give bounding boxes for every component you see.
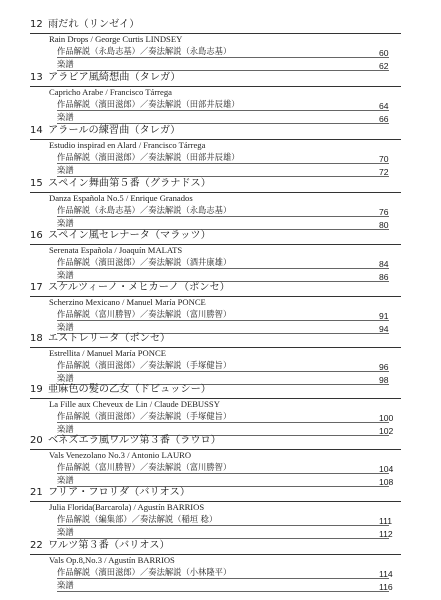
entry-subtitle: La Fille aux Cheveux de Lin / Claude DEBUSSY (49, 399, 220, 409)
credit-page-number: 70 (379, 154, 389, 164)
entry-heading (30, 228, 401, 245)
entry-number: 22 (30, 540, 43, 551)
entry-number: 18 (30, 333, 43, 344)
credit-page-number: 114 (379, 569, 393, 579)
entry-number: 20 (30, 435, 43, 446)
entry-subtitle: Vals Op.8,No.3 / Agustín BARRIOS (49, 555, 175, 565)
entry-subtitle: Estudio inspirad en Alard / Francisco Tárrega (49, 140, 206, 150)
credit-page-number: 60 (379, 48, 389, 58)
entry-heading (30, 17, 401, 34)
credit-page-number: 100 (379, 413, 394, 423)
credit-page-number: 104 (379, 464, 394, 474)
entry-title: ベネズエラ風ワルツ第３番（ラウロ） (48, 435, 221, 446)
score-page-number: 108 (379, 477, 394, 487)
toc-entry (0, 17, 441, 71)
entry-heading (30, 485, 401, 502)
credit-line: 作品解説（濱田滋郎）／奏法解説（手塚健旨） (57, 359, 389, 372)
score-line: 楽譜 (57, 474, 389, 487)
entry-subtitle: Vals Venezolano No.3 / Antonio LAURO (49, 450, 192, 460)
credit-page-number: 84 (379, 259, 389, 269)
entry-title: ワルツ第３番（バリオス） (48, 540, 170, 551)
entry-number: 15 (30, 178, 43, 189)
entry-number: 17 (30, 282, 43, 293)
score-line: 楽譜 (57, 217, 389, 230)
score-line: 楽譜 (57, 423, 389, 436)
entry-title: アラビア風綺想曲（タレガ） (48, 72, 181, 83)
entry-heading (30, 433, 401, 450)
toc-entry (0, 382, 441, 436)
score-page-number: 66 (379, 114, 389, 124)
toc-entry (0, 280, 441, 334)
score-page-number: 112 (379, 529, 393, 539)
score-line: 楽譜 (57, 58, 389, 71)
score-page-number: 80 (379, 220, 389, 230)
score-line: 楽譜 (57, 526, 389, 539)
entry-title: 亜麻色の髪の乙女（ドビュッシー） (48, 384, 211, 395)
toc-entry (0, 485, 441, 539)
score-page-number: 102 (379, 426, 394, 436)
entry-title: スペイン舞曲第５番（グラナドス） (48, 178, 211, 189)
credit-line: 作品解説（富川勝智）／奏法解説（富川勝智） (57, 308, 389, 321)
credit-line: 作品解説（濱田滋郎）／奏法解説（小林隆平） (57, 566, 389, 579)
credit-line: 作品解説（濱田滋郎）／奏法解説（田部井辰雄） (57, 151, 389, 164)
entry-title: 雨だれ（リンゼイ） (48, 19, 140, 30)
credit-page-number: 91 (379, 311, 389, 321)
entry-number: 21 (30, 487, 43, 498)
toc-entry (0, 176, 441, 230)
toc-entry (0, 123, 441, 177)
credit-line: 作品解説（濱田滋郎）／奏法解説（手塚健旨） (57, 410, 389, 423)
score-line: 楽譜 (57, 579, 389, 592)
toc-entry (0, 331, 441, 385)
toc-entry (0, 70, 441, 124)
toc-entry (0, 228, 441, 282)
entry-heading (30, 538, 401, 555)
score-page-number: 86 (379, 272, 389, 282)
entry-number: 13 (30, 72, 43, 83)
credit-page-number: 111 (379, 516, 393, 526)
entry-title: スケルツィーノ・メヒカーノ（ポンセ） (48, 282, 230, 293)
score-page-number: 94 (379, 324, 389, 334)
entry-subtitle: Julia Florida(Barcarola) / Agustín BARRIOS (49, 502, 205, 512)
credit-line: 作品解説（永島志基）／奏法解説（永島志基） (57, 45, 389, 58)
credit-line: 作品解説（富川勝智）／奏法解説（富川勝智） (57, 461, 389, 474)
entry-subtitle: Danza Española No.5 / Enrique Granados (49, 193, 193, 203)
score-page-number: 62 (379, 61, 389, 71)
score-page-number: 72 (379, 167, 389, 177)
entry-heading (30, 176, 401, 193)
entry-number: 12 (30, 19, 43, 30)
entry-number: 19 (30, 384, 43, 395)
entry-heading (30, 280, 401, 297)
credit-line: 作品解説（永島志基）／奏法解説（永島志基） (57, 204, 389, 217)
entry-title: エストレリータ（ポンセ） (48, 333, 171, 344)
entry-title: フリア・フロリダ（バリオス） (48, 487, 191, 498)
score-line: 楽譜 (57, 321, 389, 334)
score-line: 楽譜 (57, 111, 389, 124)
entry-subtitle: Capricho Arabe / Francisco Tárrega (49, 87, 172, 97)
toc-entry (0, 433, 441, 487)
score-page-number: 116 (379, 582, 393, 592)
credit-page-number: 64 (379, 101, 389, 111)
credit-line: 作品解説（濱田滋郎）／奏法解説（田部井辰雄） (57, 98, 389, 111)
entry-heading (30, 123, 401, 140)
entry-heading (30, 70, 401, 87)
entry-heading (30, 382, 401, 399)
entry-title: アラールの練習曲（タレガ） (48, 125, 181, 136)
credit-line: 作品解説（編集部）／奏法解説（稲垣 稔） (57, 513, 389, 526)
credit-page-number: 76 (379, 207, 389, 217)
entry-subtitle: Scherzino Mexicano / Manuel María PONCE (49, 297, 206, 307)
score-line: 楽譜 (57, 372, 389, 385)
entry-subtitle: Serenata Española / Joaquín MALATS (49, 245, 183, 255)
entry-number: 14 (30, 125, 43, 136)
entry-number: 16 (30, 230, 43, 241)
score-page-number: 98 (379, 375, 389, 385)
credit-line: 作品解説（濱田滋郎）／奏法解説（酒井康雄） (57, 256, 389, 269)
entry-title: スペイン風セレナータ（マラッツ） (48, 230, 211, 241)
score-line: 楽譜 (57, 269, 389, 282)
score-line: 楽譜 (57, 164, 389, 177)
credit-page-number: 96 (379, 362, 389, 372)
toc-entry (0, 538, 441, 592)
entry-subtitle: Rain Drops / George Curtis LINDSEY (49, 34, 183, 44)
entry-subtitle: Estrellita / Manuel María PONCE (49, 348, 166, 358)
entry-heading (30, 331, 401, 348)
